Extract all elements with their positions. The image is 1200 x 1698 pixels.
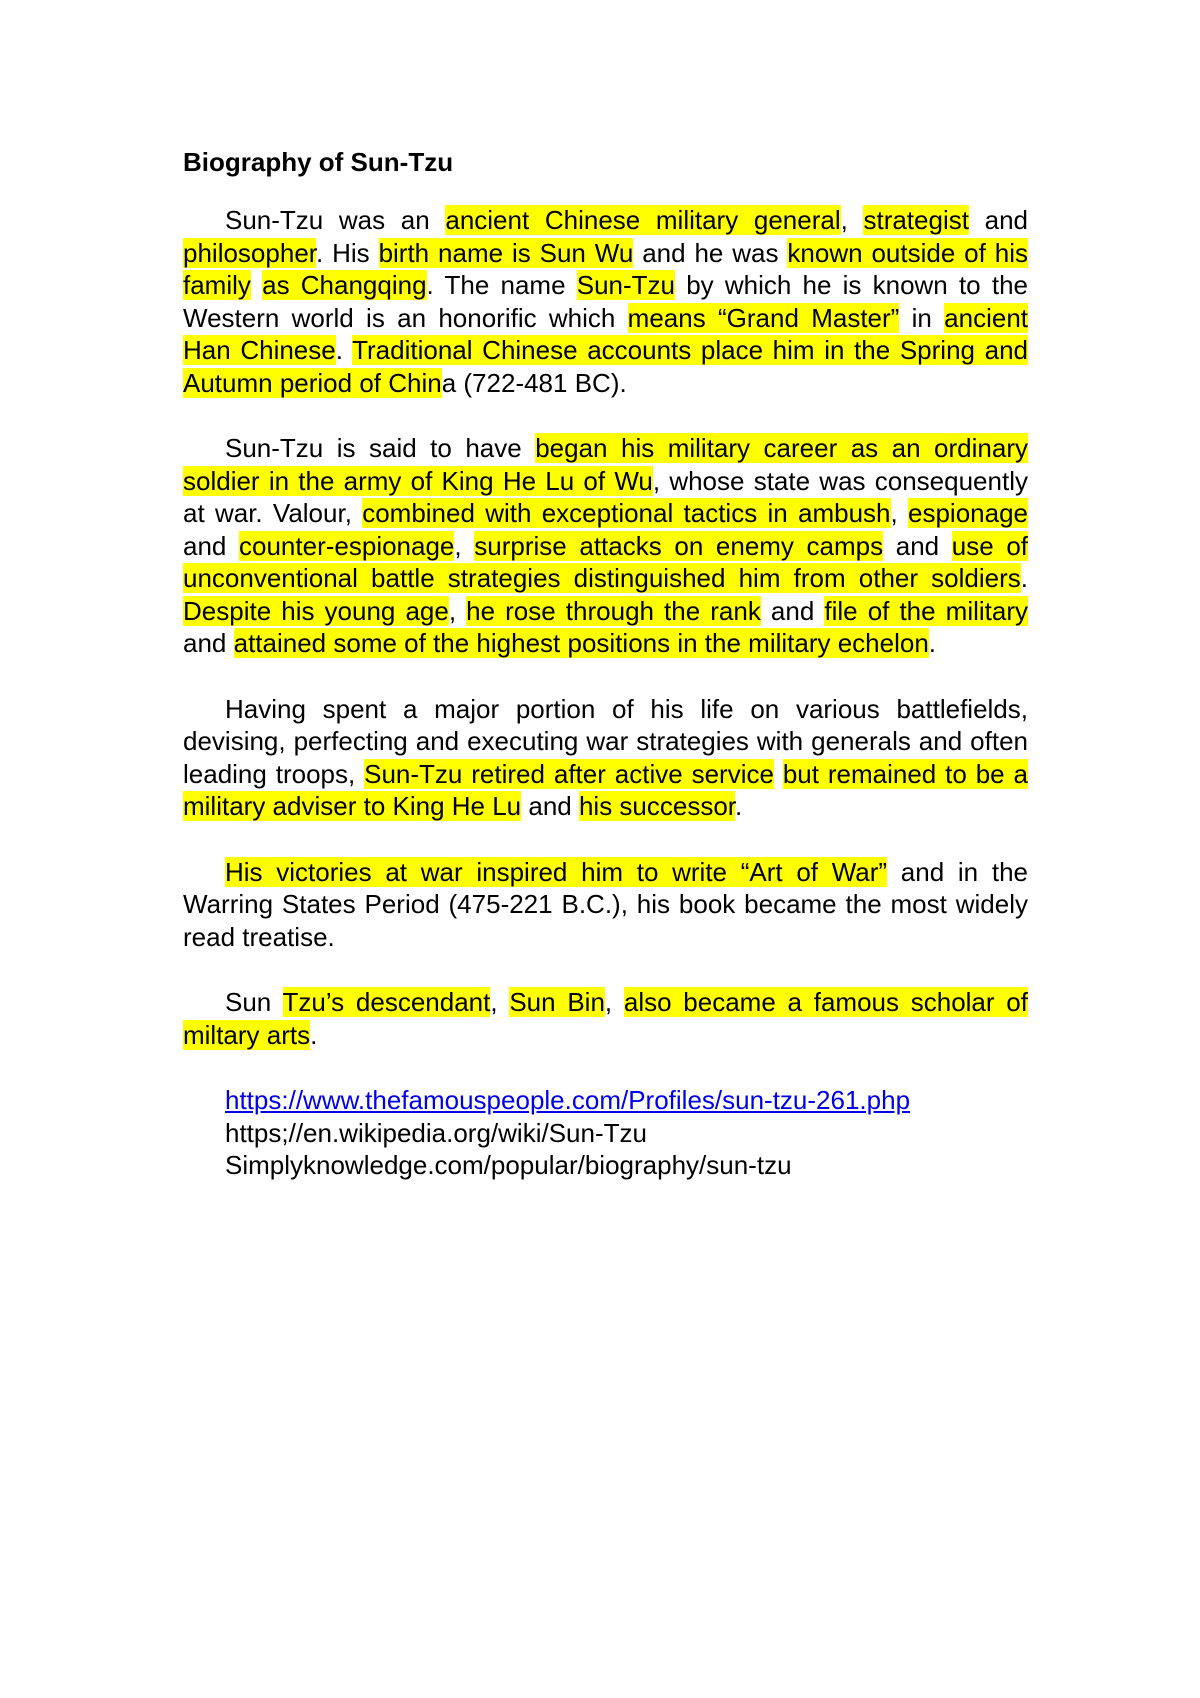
body-text: ,: [890, 498, 908, 528]
reference-link-thefamouspeople[interactable]: https://www.thefamouspeople.com/Profiles/sun-tzu-261.php: [225, 1085, 911, 1115]
body-text: [774, 759, 783, 789]
body-text: Sun-Tzu was an: [225, 205, 446, 235]
body-text: .: [735, 791, 743, 821]
highlighted-text: His victories at war inspired him to write “Art of War”: [225, 856, 888, 887]
highlighted-text: attained some of the highest positions in the military echelon: [233, 628, 929, 658]
highlighted-text: Tzu’s descendant: [282, 987, 491, 1017]
highlighted-text: Sun-Tzu retired after active service: [364, 758, 774, 789]
body-text: , whose state was consequently at war. Valour,: [183, 465, 1028, 528]
highlighted-text: Despite his young age: [183, 595, 449, 626]
highlighted-text: Traditional Chinese accounts place him in the Spring and Autumn period of Chin: [183, 335, 1028, 398]
body-text: a (722-481 BC).: [441, 367, 627, 398]
highlighted-text: espionage: [908, 498, 1028, 528]
paragraph-art-of-war: [183, 856, 1028, 954]
body-text: and: [183, 628, 234, 658]
body-text: ,: [490, 987, 510, 1017]
body-text: [251, 270, 262, 300]
body-text: Sun: [225, 987, 283, 1017]
highlighted-text: combined with exceptional tactics in ambush: [362, 498, 891, 528]
highlighted-text: his successor: [578, 791, 736, 821]
highlighted-text: known outside of his family: [183, 237, 1028, 300]
body-text: .: [335, 335, 353, 365]
highlighted-text: philosopher: [183, 237, 316, 268]
highlighted-text: means “Grand Master”: [627, 302, 900, 333]
body-text: and: [760, 595, 825, 626]
highlighted-text: strategist: [863, 205, 969, 235]
highlighted-text: file of the military: [824, 595, 1029, 626]
body-text: and in the Warring States Period (475-221 B.C.), his book became the most widely read treatise.: [183, 856, 1028, 952]
paragraph-birth-and-names: [183, 204, 1028, 399]
highlighted-text: Sun Bin: [509, 987, 605, 1017]
paragraph-retirement: [183, 693, 1028, 823]
body-text: and: [883, 530, 952, 561]
body-text: and: [183, 530, 240, 561]
body-text: and he was: [633, 237, 788, 268]
document-title: Biography of Sun-Tzu: [183, 147, 454, 177]
highlighted-text: as Changqing: [262, 270, 427, 300]
highlighted-text: Sun-Tzu: [576, 270, 675, 300]
body-text: .: [310, 1019, 318, 1050]
body-text: by which he is known to the Western world is an honorific which: [183, 270, 1028, 333]
body-text: ,: [840, 205, 864, 235]
body-text: Having spent a major portion of his life on various battlefields, devising, perfecting and executing war strategies with generals and often leading troops,: [183, 693, 1028, 789]
highlighted-text: birth name is Sun Wu: [378, 237, 634, 268]
body-text: Sun-Tzu is said to have: [225, 433, 536, 463]
body-text: .: [1020, 563, 1028, 593]
body-text: ,: [454, 530, 475, 561]
paragraph-descendant: [183, 986, 1028, 1051]
highlighted-text: use of unconventional battle strategies distinguished him from other soldiers: [183, 530, 1029, 593]
references-list: [183, 1084, 1028, 1182]
highlighted-text: surprise attacks on enemy camps: [474, 530, 884, 561]
highlighted-text: ancient Chinese military general: [445, 205, 841, 235]
body-paragraphs: [183, 204, 1028, 1051]
highlighted-text: counter-espionage: [239, 530, 455, 561]
reference-simplyknowledge: Simplyknowledge.com/popular/biography/sun-tzu: [225, 1150, 792, 1180]
highlighted-text: but remained to be a military adviser to King He Lu: [183, 758, 1028, 821]
body-text: and: [968, 205, 1028, 235]
highlighted-text: also became a famous scholar of miltary arts: [183, 987, 1028, 1050]
highlighted-text: he rose through the rank: [466, 595, 761, 626]
body-text: ,: [604, 987, 624, 1017]
highlighted-text: began his military career as an ordinary soldier in the army of King He Lu of Wu: [183, 433, 1028, 496]
body-text: . The name: [426, 270, 577, 300]
body-text: .: [928, 628, 937, 658]
body-text: in: [899, 302, 945, 333]
body-text: . His: [316, 237, 379, 268]
body-text: and: [521, 791, 579, 821]
paragraph-military-career: [183, 432, 1028, 660]
reference-wikipedia: https;//en.wikipedia.org/wiki/Sun-Tzu: [225, 1117, 647, 1148]
document-page: [183, 140, 1028, 1182]
body-text: ,: [448, 595, 467, 626]
highlighted-text: ancient Han Chinese: [183, 302, 1029, 365]
